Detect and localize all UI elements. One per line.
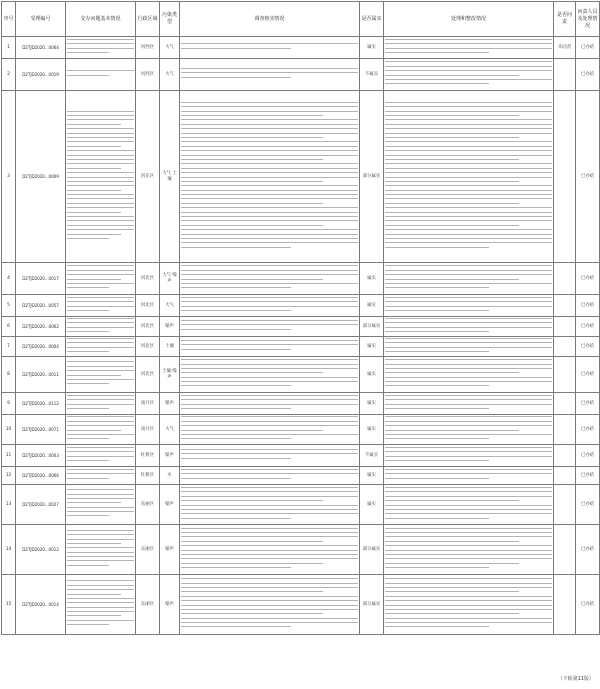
illegible-text-lines	[67, 361, 134, 384]
illegible-text-lines	[67, 70, 134, 75]
row-district: 南开区	[136, 393, 160, 415]
illegible-text-lines	[385, 528, 552, 569]
illegible-text-lines	[181, 265, 358, 288]
row-findings	[180, 575, 360, 635]
illegible-text-lines	[181, 102, 358, 248]
row-complaint	[66, 393, 136, 415]
row-notes: 已办结	[576, 467, 600, 485]
illegible-text-lines	[67, 416, 134, 439]
row-measures	[384, 263, 554, 295]
header-pollution-type: 污染类型	[160, 2, 180, 37]
table-row	[2, 357, 600, 393]
row-responsibility	[554, 445, 576, 467]
row-responsibility	[554, 485, 576, 525]
row-code: D2TJD2020...0004	[16, 337, 66, 357]
row-district: 东丽区	[136, 485, 160, 525]
illegible-text-lines	[67, 395, 134, 409]
table-row	[2, 445, 600, 467]
row-seq: 13	[2, 485, 16, 525]
header-seq: 序号	[2, 2, 16, 37]
table-row	[2, 91, 600, 263]
row-notes: 已办结	[576, 337, 600, 357]
row-responsibility	[554, 337, 576, 357]
row-findings	[180, 467, 360, 485]
row-notes: 已办结	[576, 415, 600, 445]
illegible-text-lines	[67, 338, 134, 352]
illegible-text-lines	[181, 297, 358, 311]
row-verdict: 部分属实	[360, 91, 384, 263]
row-measures	[384, 357, 554, 393]
row-measures	[384, 59, 554, 91]
row-findings	[180, 393, 360, 415]
illegible-text-lines	[385, 469, 552, 479]
row-district: 红桥区	[136, 467, 160, 485]
row-measures	[384, 37, 554, 59]
row-verdict: 属实	[360, 357, 384, 393]
illegible-text-lines	[385, 318, 552, 332]
row-complaint	[66, 91, 136, 263]
row-findings	[180, 59, 360, 91]
row-notes: 已办结	[576, 317, 600, 337]
illegible-text-lines	[181, 578, 358, 627]
row-seq: 11	[2, 445, 16, 467]
row-complaint	[66, 575, 136, 635]
row-seq: 15	[2, 575, 16, 635]
row-pollution-type: 大气 土壤	[160, 91, 180, 263]
row-code: D2TJD2020...0003	[16, 445, 66, 467]
row-code: D2TJD2020...0064	[16, 37, 66, 59]
row-notes: 已办结	[576, 295, 600, 317]
row-seq: 2	[2, 59, 16, 91]
row-verdict: 不属实	[360, 59, 384, 91]
row-code: D2TJD2020...0011	[16, 357, 66, 393]
row-complaint	[66, 59, 136, 91]
row-responsibility	[554, 295, 576, 317]
row-pollution-type: 噪声	[160, 485, 180, 525]
row-responsibility	[554, 91, 576, 263]
row-measures	[384, 337, 554, 357]
row-code: D2TJD2020...0112	[16, 393, 66, 415]
table-row	[2, 467, 600, 485]
row-complaint	[66, 445, 136, 467]
row-measures	[384, 393, 554, 415]
row-notes: 已办结	[576, 485, 600, 525]
illegible-text-lines	[181, 469, 358, 479]
illegible-text-lines	[181, 487, 358, 519]
table-row	[2, 317, 600, 337]
row-code: D2TJD2020...0012	[16, 525, 66, 575]
row-district: 南开区	[136, 415, 160, 445]
illegible-text-lines	[67, 469, 134, 479]
row-complaint	[66, 525, 136, 575]
row-pollution-type: 大气 噪声	[160, 263, 180, 295]
row-complaint	[66, 357, 136, 393]
illegible-text-lines	[181, 395, 358, 409]
header-measures: 处理和整改情况	[384, 2, 554, 37]
row-pollution-type: 土壤 噪声	[160, 357, 180, 393]
row-district: 河东区	[136, 91, 160, 263]
row-notes: 已办结	[576, 393, 600, 415]
row-measures	[384, 445, 554, 467]
header-complaint: 交办问题基本情况	[66, 2, 136, 37]
illegible-text-lines	[385, 447, 552, 461]
illegible-text-lines	[385, 61, 552, 84]
row-complaint	[66, 295, 136, 317]
row-verdict: 部分属实	[360, 317, 384, 337]
row-responsibility	[554, 393, 576, 415]
row-findings	[180, 37, 360, 59]
row-code: D2TJD2020...0027	[16, 485, 66, 525]
illegible-text-lines	[385, 39, 552, 53]
row-responsibility	[554, 575, 576, 635]
row-measures	[384, 525, 554, 575]
row-pollution-type: 噪声	[160, 525, 180, 575]
illegible-text-lines	[385, 359, 552, 386]
header-verdict: 是否属实	[360, 2, 384, 37]
row-district: 东丽区	[136, 575, 160, 635]
row-code: D2TJD2020...0066	[16, 467, 66, 485]
table-row	[2, 37, 600, 59]
row-notes: 已办结	[576, 575, 600, 635]
row-complaint	[66, 485, 136, 525]
row-district: 东丽区	[136, 525, 160, 575]
row-complaint	[66, 467, 136, 485]
illegible-text-lines	[67, 265, 134, 288]
illegible-text-lines	[385, 102, 552, 248]
row-responsibility	[554, 317, 576, 337]
illegible-text-lines	[67, 318, 134, 332]
illegible-text-lines	[67, 39, 134, 53]
row-measures	[384, 467, 554, 485]
illegible-text-lines	[385, 395, 552, 409]
row-responsibility	[554, 415, 576, 445]
row-seq: 14	[2, 525, 16, 575]
row-verdict: 属实	[360, 415, 384, 445]
row-seq: 3	[2, 91, 16, 263]
row-notes: 已办结	[576, 59, 600, 91]
illegible-text-lines	[181, 340, 358, 350]
header-code: 受理编号	[16, 2, 66, 37]
row-district: 河西区	[136, 37, 160, 59]
illegible-text-lines	[181, 68, 358, 78]
row-complaint	[66, 37, 136, 59]
row-code: D2TJD2020...0009	[16, 91, 66, 263]
row-findings	[180, 525, 360, 575]
row-notes: 已办结	[576, 37, 600, 59]
illegible-text-lines	[67, 489, 134, 516]
row-verdict: 部分属实	[360, 575, 384, 635]
row-complaint	[66, 317, 136, 337]
row-findings	[180, 357, 360, 393]
row-seq: 5	[2, 295, 16, 317]
row-pollution-type: 大气	[160, 295, 180, 317]
row-code: D2TJD2020...0062	[16, 317, 66, 337]
illegible-text-lines	[67, 297, 134, 311]
header-findings: 调查核实情况	[180, 2, 360, 37]
row-district: 河北区	[136, 263, 160, 295]
header-district: 行政区域	[136, 2, 160, 37]
row-pollution-type: 土壤	[160, 337, 180, 357]
row-district: 河北区	[136, 357, 160, 393]
row-notes: 已办结	[576, 91, 600, 263]
row-code: D2TJD2020...0057	[16, 295, 66, 317]
row-findings	[180, 91, 360, 263]
table-body	[2, 37, 600, 635]
row-findings	[180, 485, 360, 525]
continuation-note: （下转第11版）	[557, 676, 594, 682]
row-findings	[180, 317, 360, 337]
illegible-text-lines	[67, 580, 134, 625]
illegible-text-lines	[67, 111, 134, 239]
illegible-text-lines	[385, 416, 552, 439]
illegible-text-lines	[385, 578, 552, 627]
row-verdict: 属实	[360, 467, 384, 485]
row-seq: 1	[2, 37, 16, 59]
illegible-text-lines	[181, 43, 358, 48]
row-district: 红桥区	[136, 445, 160, 467]
row-pollution-type: 噪声	[160, 317, 180, 337]
header-notes: 问责人员及处理情况	[576, 2, 600, 37]
table-row	[2, 393, 600, 415]
row-district: 河北区	[136, 295, 160, 317]
row-seq: 7	[2, 337, 16, 357]
row-findings	[180, 295, 360, 317]
row-verdict: 属实	[360, 485, 384, 525]
row-measures	[384, 575, 554, 635]
row-findings	[180, 445, 360, 467]
row-verdict: 部分属实	[360, 525, 384, 575]
petition-table	[1, 1, 600, 635]
row-district: 河北区	[136, 317, 160, 337]
row-district: 河北区	[136, 337, 160, 357]
row-verdict: 属实	[360, 37, 384, 59]
row-verdict: 属实	[360, 393, 384, 415]
illegible-text-lines	[385, 487, 552, 519]
illegible-text-lines	[385, 297, 552, 311]
illegible-text-lines	[181, 416, 358, 439]
row-verdict: 不属实	[360, 445, 384, 467]
illegible-text-lines	[385, 265, 552, 288]
table-row	[2, 575, 600, 635]
table-row	[2, 337, 600, 357]
row-seq: 8	[2, 357, 16, 393]
row-pollution-type: 大气	[160, 37, 180, 59]
row-notes: 已办结	[576, 525, 600, 575]
table-row	[2, 263, 600, 295]
illegible-text-lines	[385, 338, 552, 352]
row-pollution-type: 大气	[160, 415, 180, 445]
row-notes: 已办结	[576, 357, 600, 393]
row-measures	[384, 485, 554, 525]
illegible-text-lines	[181, 449, 358, 459]
row-code: D2TJD2020...0071	[16, 415, 66, 445]
row-complaint	[66, 415, 136, 445]
row-measures	[384, 91, 554, 263]
row-notes: 已办结	[576, 445, 600, 467]
row-pollution-type: 噪声	[160, 445, 180, 467]
row-findings	[180, 263, 360, 295]
row-pollution-type: 水	[160, 467, 180, 485]
row-responsibility	[554, 357, 576, 393]
row-seq: 9	[2, 393, 16, 415]
row-responsibility	[554, 59, 576, 91]
row-complaint	[66, 337, 136, 357]
row-code: D2TJD2020...0019	[16, 59, 66, 91]
row-responsibility	[554, 525, 576, 575]
row-complaint	[66, 263, 136, 295]
row-seq: 12	[2, 467, 16, 485]
row-seq: 4	[2, 263, 16, 295]
row-pollution-type: 噪声	[160, 575, 180, 635]
row-measures	[384, 415, 554, 445]
illegible-text-lines	[181, 359, 358, 386]
row-responsibility	[554, 263, 576, 295]
illegible-text-lines	[181, 320, 358, 330]
row-pollution-type: 噪声	[160, 393, 180, 415]
row-seq: 6	[2, 317, 16, 337]
row-verdict: 属实	[360, 337, 384, 357]
row-code: D2TJD2020...0017	[16, 263, 66, 295]
row-verdict: 属实	[360, 263, 384, 295]
row-measures	[384, 317, 554, 337]
table-row	[2, 415, 600, 445]
row-code: D2TJD2020...0014	[16, 575, 66, 635]
illegible-text-lines	[67, 530, 134, 566]
table-row	[2, 59, 600, 91]
row-notes: 已办结	[576, 263, 600, 295]
header-responsibility: 是否问责	[554, 2, 576, 37]
row-district: 河西区	[136, 59, 160, 91]
row-pollution-type: 大气	[160, 59, 180, 91]
row-verdict: 属实	[360, 295, 384, 317]
table-row	[2, 525, 600, 575]
row-measures	[384, 295, 554, 317]
table-header-row	[2, 2, 600, 37]
row-responsibility	[554, 467, 576, 485]
table-row	[2, 485, 600, 525]
row-responsibility: 未问责	[554, 37, 576, 59]
table-row	[2, 295, 600, 317]
row-seq: 10	[2, 415, 16, 445]
row-findings	[180, 415, 360, 445]
row-findings	[180, 337, 360, 357]
illegible-text-lines	[67, 447, 134, 461]
illegible-text-lines	[181, 528, 358, 569]
